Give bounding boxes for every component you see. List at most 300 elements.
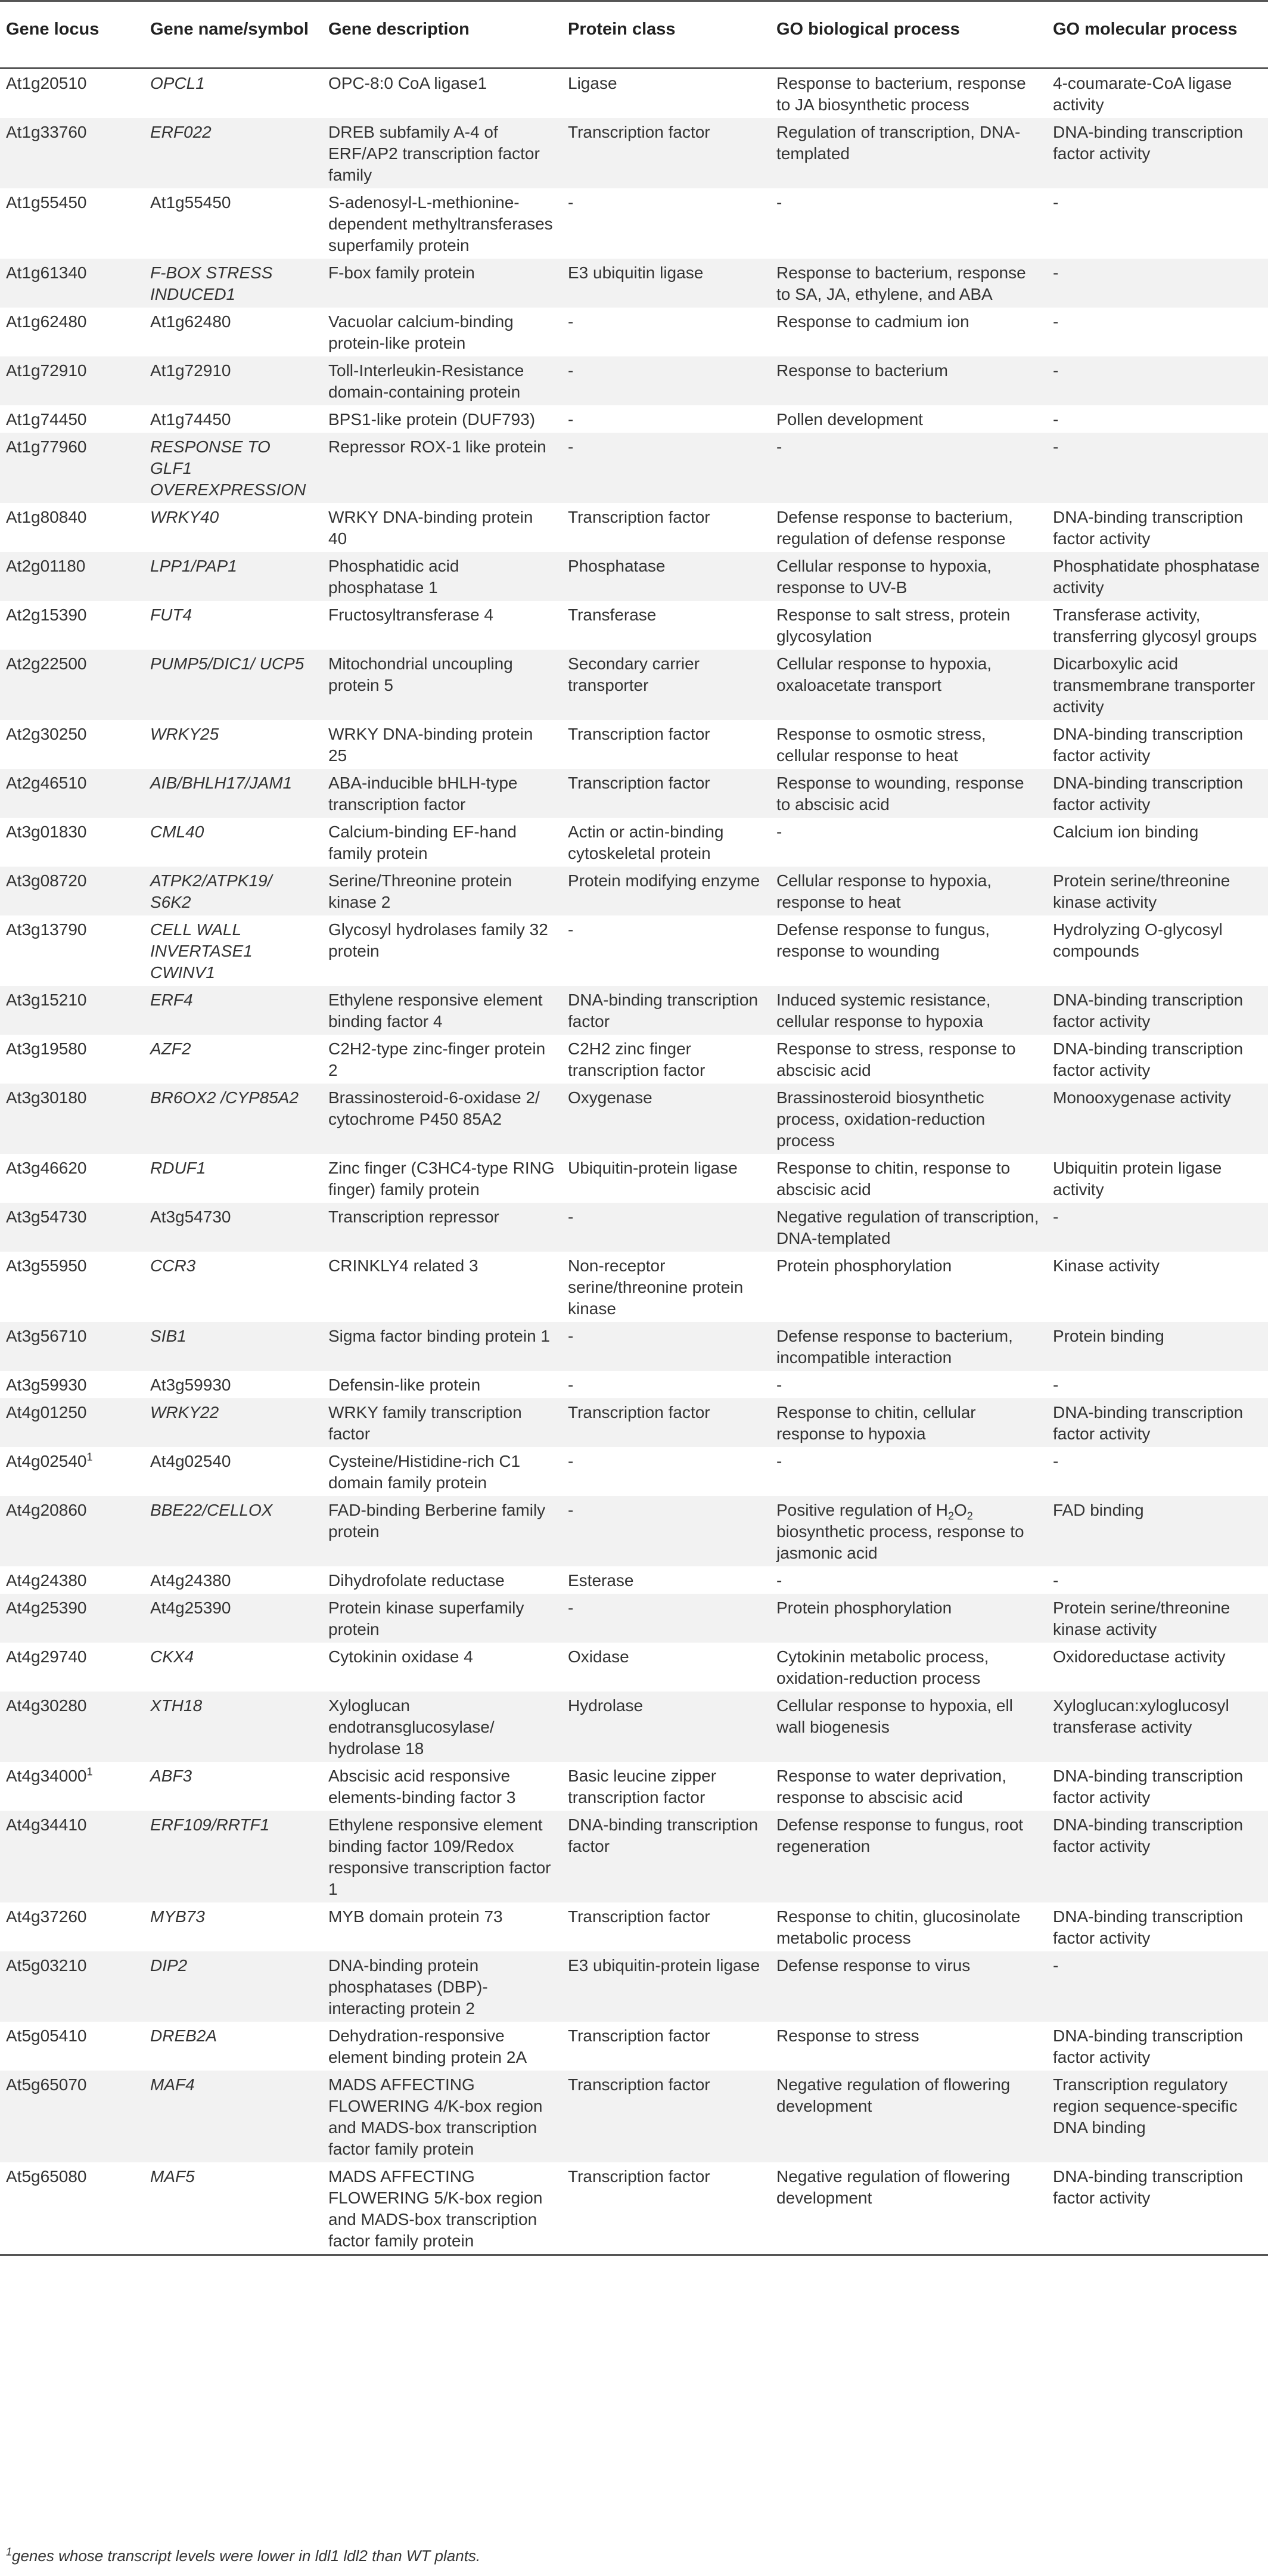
cell-go-biological-process: Response to water deprivation, response to abscisic acid	[770, 1762, 1047, 1811]
cell-gene-symbol: AIB/BHLH17/JAM1	[144, 769, 322, 818]
cell-gene-symbol: At3g59930	[144, 1371, 322, 1398]
header-row	[0, 1, 1268, 69]
cell-go-molecular-process: -	[1047, 433, 1268, 503]
gene-locus-text: At1g74450	[6, 410, 87, 429]
gene-locus-text: At5g65070	[6, 2075, 87, 2094]
cell-gene-description: Phosphatidic acid phosphatase 1	[322, 552, 562, 601]
table-row	[0, 720, 1268, 769]
cell-go-biological-process: Response to chitin, cellular response to hypoxia	[770, 1398, 1047, 1447]
gene-locus-text: At4g34000	[6, 1767, 87, 1785]
cell-gene-locus	[0, 1951, 144, 2022]
gene-locus-text: At3g13790	[6, 920, 87, 939]
gene-locus-text: At2g01180	[6, 557, 86, 575]
gene-locus-text: At2g30250	[6, 725, 87, 743]
gene-locus-text: At2g46510	[6, 774, 87, 792]
header-gene-symbol: Gene name/symbol	[144, 1, 322, 69]
cell-go-biological-process: -	[770, 1447, 1047, 1496]
table-row	[0, 1084, 1268, 1154]
cell-protein-class: Transcription factor	[562, 1398, 770, 1447]
table-row	[0, 433, 1268, 503]
cell-gene-symbol: At4g25390	[144, 1594, 322, 1643]
cell-go-molecular-process: Protein binding	[1047, 1322, 1268, 1371]
cell-protein-class: Phosphatase	[562, 552, 770, 601]
cell-go-molecular-process: DNA-binding transcription factor activity	[1047, 1035, 1268, 1084]
cell-go-biological-process: Response to stress	[770, 2022, 1047, 2071]
cell-gene-symbol: PUMP5/DIC1/ UCP5	[144, 650, 322, 720]
cell-go-biological-process: Response to bacterium, response to JA biosynthetic process	[770, 69, 1047, 119]
table-row	[0, 818, 1268, 867]
cell-gene-locus	[0, 1035, 144, 1084]
cell-protein-class: Transcription factor	[562, 2022, 770, 2071]
table-row	[0, 308, 1268, 356]
cell-gene-locus	[0, 1594, 144, 1643]
cell-gene-locus	[0, 188, 144, 259]
cell-gene-locus	[0, 601, 144, 650]
gene-locus-text: At3g56710	[6, 1327, 87, 1345]
cell-protein-class: -	[562, 1371, 770, 1398]
cell-protein-class: Transcription factor	[562, 2162, 770, 2255]
cell-gene-description: OPC-8:0 CoA ligase1	[322, 69, 562, 119]
cell-protein-class: Oxygenase	[562, 1084, 770, 1154]
cell-gene-symbol: XTH18	[144, 1692, 322, 1762]
cell-go-molecular-process: DNA-binding transcription factor activity	[1047, 986, 1268, 1035]
cell-gene-description: Ethylene responsive element binding factor 4	[322, 986, 562, 1035]
cell-protein-class: DNA-binding transcription factor	[562, 1811, 770, 1902]
cell-gene-description: F-box family protein	[322, 259, 562, 308]
cell-gene-symbol: OPCL1	[144, 69, 322, 119]
cell-gene-locus	[0, 1496, 144, 1566]
cell-gene-description: Calcium-binding EF-hand family protein	[322, 818, 562, 867]
gene-locus-text: At5g03210	[6, 1956, 87, 1975]
cell-gene-symbol: SIB1	[144, 1322, 322, 1371]
table-row	[0, 405, 1268, 433]
cell-protein-class: Hydrolase	[562, 1692, 770, 1762]
cell-go-biological-process: Protein phosphorylation	[770, 1252, 1047, 1322]
cell-go-biological-process: Negative regulation of transcription, DNA-templated	[770, 1203, 1047, 1252]
cell-go-biological-process: Response to salt stress, protein glycosylation	[770, 601, 1047, 650]
cell-go-molecular-process: Monooxygenase activity	[1047, 1084, 1268, 1154]
cell-gene-locus	[0, 1811, 144, 1902]
bp-text-part: O	[953, 1501, 967, 1519]
table-row	[0, 503, 1268, 552]
cell-gene-description: DREB subfamily A-4 of ERF/AP2 transcription factor family	[322, 118, 562, 188]
cell-gene-description: Toll-Interleukin-Resistance domain-containing protein	[322, 356, 562, 405]
cell-go-biological-process: Response to osmotic stress, cellular response to heat	[770, 720, 1047, 769]
table-row	[0, 2022, 1268, 2071]
cell-gene-locus	[0, 1322, 144, 1371]
cell-go-molecular-process: DNA-binding transcription factor activity	[1047, 1811, 1268, 1902]
cell-gene-symbol: CELL WALL INVERTASE1 CWINV1	[144, 915, 322, 986]
table-row	[0, 259, 1268, 308]
cell-go-molecular-process: DNA-binding transcription factor activity	[1047, 1762, 1268, 1811]
cell-go-biological-process: Response to stress, response to abscisic acid	[770, 1035, 1047, 1084]
table-row	[0, 118, 1268, 188]
cell-protein-class: E3 ubiquitin ligase	[562, 259, 770, 308]
cell-protein-class: Ubiquitin-protein ligase	[562, 1154, 770, 1203]
cell-gene-description: C2H2-type zinc-finger protein 2	[322, 1035, 562, 1084]
cell-gene-locus	[0, 2071, 144, 2162]
cell-go-molecular-process: DNA-binding transcription factor activity	[1047, 720, 1268, 769]
cell-gene-description: S-adenosyl-L-methionine-dependent methyltransferases superfamily protein	[322, 188, 562, 259]
table-row	[0, 2162, 1268, 2255]
cell-gene-locus	[0, 2162, 144, 2255]
cell-gene-symbol: DIP2	[144, 1951, 322, 2022]
table-row	[0, 1951, 1268, 2022]
cell-gene-description: BPS1-like protein (DUF793)	[322, 405, 562, 433]
cell-protein-class: -	[562, 915, 770, 986]
cell-protein-class: Transferase	[562, 601, 770, 650]
cell-go-biological-process: -	[770, 1371, 1047, 1398]
gene-locus-text: At4g29740	[6, 1647, 87, 1666]
footnote-ref: 1	[86, 1765, 93, 1778]
cell-gene-symbol: WRKY25	[144, 720, 322, 769]
cell-protein-class: Transcription factor	[562, 1902, 770, 1951]
cell-protein-class: C2H2 zinc finger transcription factor	[562, 1035, 770, 1084]
cell-gene-symbol: MAF5	[144, 2162, 322, 2255]
cell-go-biological-process: -	[770, 433, 1047, 503]
header-go-molecular-process: GO molecular process	[1047, 1, 1268, 69]
cell-gene-symbol: ERF022	[144, 118, 322, 188]
cell-gene-symbol: At3g54730	[144, 1203, 322, 1252]
cell-go-biological-process: Response to bacterium, response to SA, JA, ethylene, and ABA	[770, 259, 1047, 308]
gene-locus-text: At3g08720	[6, 871, 87, 890]
cell-go-molecular-process: Transferase activity, transferring glycosyl groups	[1047, 601, 1268, 650]
cell-gene-description: Protein kinase superfamily protein	[322, 1594, 562, 1643]
cell-gene-locus	[0, 1643, 144, 1692]
cell-go-biological-process: Cellular response to hypoxia, oxaloacetate transport	[770, 650, 1047, 720]
gene-locus-text: At5g05410	[6, 2026, 87, 2045]
cell-gene-description: DNA-binding protein phosphatases (DBP)-interacting protein 2	[322, 1951, 562, 2022]
cell-go-molecular-process: DNA-binding transcription factor activity	[1047, 503, 1268, 552]
cell-gene-symbol: FUT4	[144, 601, 322, 650]
header-gene-description: Gene description	[322, 1, 562, 69]
cell-go-biological-process: Cytokinin metabolic process, oxidation-reduction process	[770, 1643, 1047, 1692]
cell-gene-locus	[0, 2022, 144, 2071]
cell-gene-symbol: WRKY22	[144, 1398, 322, 1447]
table-row	[0, 1398, 1268, 1447]
cell-go-biological-process: Response to cadmium ion	[770, 308, 1047, 356]
cell-gene-description: WRKY DNA-binding protein 40	[322, 503, 562, 552]
table-row	[0, 867, 1268, 915]
cell-go-molecular-process: -	[1047, 1566, 1268, 1594]
gene-locus-text: At4g34410	[6, 1815, 87, 1834]
cell-go-biological-process: Response to chitin, response to abscisic acid	[770, 1154, 1047, 1203]
table-row	[0, 915, 1268, 986]
gene-locus-text: At4g25390	[6, 1599, 87, 1617]
cell-gene-locus	[0, 1084, 144, 1154]
cell-gene-description: MADS AFFECTING FLOWERING 4/K-box region and MADS-box transcription factor family protein	[322, 2071, 562, 2162]
table-header	[0, 1, 1268, 69]
cell-go-molecular-process: -	[1047, 1951, 1268, 2022]
cell-go-biological-process: Cellular response to hypoxia, ell wall biogenesis	[770, 1692, 1047, 1762]
cell-go-biological-process: Response to wounding, response to abscisic acid	[770, 769, 1047, 818]
gene-locus-text: At2g22500	[6, 654, 87, 673]
table-row	[0, 1762, 1268, 1811]
gene-locus-text: At3g54730	[6, 1208, 87, 1226]
cell-gene-locus	[0, 503, 144, 552]
gene-locus-text: At4g24380	[6, 1571, 87, 1590]
cell-protein-class: -	[562, 1447, 770, 1496]
gene-locus-text: At1g80840	[6, 508, 87, 526]
gene-locus-text: At4g37260	[6, 1907, 87, 1926]
table-row	[0, 1692, 1268, 1762]
cell-go-biological-process: Protein phosphorylation	[770, 1594, 1047, 1643]
cell-go-molecular-process: Hydrolyzing O-glycosyl compounds	[1047, 915, 1268, 986]
cell-protein-class: Transcription factor	[562, 2071, 770, 2162]
table-row	[0, 1154, 1268, 1203]
cell-go-biological-process: Defense response to fungus, response to wounding	[770, 915, 1047, 986]
table-row	[0, 1811, 1268, 1902]
cell-gene-description: MADS AFFECTING FLOWERING 5/K-box region and MADS-box transcription factor family protein	[322, 2162, 562, 2255]
cell-gene-locus	[0, 69, 144, 119]
cell-protein-class: -	[562, 1203, 770, 1252]
cell-gene-description: Xyloglucan endotransglucosylase/ hydrolase 18	[322, 1692, 562, 1762]
cell-go-molecular-process: -	[1047, 259, 1268, 308]
cell-gene-locus	[0, 1447, 144, 1496]
cell-protein-class: Oxidase	[562, 1643, 770, 1692]
cell-gene-locus	[0, 818, 144, 867]
cell-go-molecular-process: DNA-binding transcription factor activity	[1047, 769, 1268, 818]
table-footnote	[6, 2546, 480, 2565]
cell-gene-locus	[0, 259, 144, 308]
cell-gene-description: MYB domain protein 73	[322, 1902, 562, 1951]
cell-gene-symbol: WRKY40	[144, 503, 322, 552]
footnote-marker: 1	[6, 2546, 13, 2558]
cell-gene-symbol: CKX4	[144, 1643, 322, 1692]
cell-gene-description: Defensin-like protein	[322, 1371, 562, 1398]
cell-gene-symbol: DREB2A	[144, 2022, 322, 2071]
cell-gene-symbol: At1g74450	[144, 405, 322, 433]
cell-gene-symbol: At4g02540	[144, 1447, 322, 1496]
cell-go-molecular-process: Protein serine/threonine kinase activity	[1047, 867, 1268, 915]
cell-gene-locus	[0, 1692, 144, 1762]
cell-go-biological-process: Defense response to bacterium, regulation of defense response	[770, 503, 1047, 552]
cell-gene-symbol: ERF4	[144, 986, 322, 1035]
cell-go-molecular-process: Phosphatidate phosphatase activity	[1047, 552, 1268, 601]
table-row	[0, 1035, 1268, 1084]
cell-gene-description: WRKY DNA-binding protein 25	[322, 720, 562, 769]
table-row	[0, 1203, 1268, 1252]
gene-locus-text: At3g01830	[6, 823, 87, 841]
table-row	[0, 1902, 1268, 1951]
cell-protein-class: Transcription factor	[562, 118, 770, 188]
cell-go-biological-process: Pollen development	[770, 405, 1047, 433]
cell-go-molecular-process: Protein serine/threonine kinase activity	[1047, 1594, 1268, 1643]
cell-gene-symbol: At1g62480	[144, 308, 322, 356]
table-row	[0, 1496, 1268, 1566]
cell-gene-locus	[0, 356, 144, 405]
cell-go-molecular-process: DNA-binding transcription factor activity	[1047, 118, 1268, 188]
cell-go-molecular-process: 4-coumarate-CoA ligase activity	[1047, 69, 1268, 119]
gene-locus-text: At1g62480	[6, 312, 87, 331]
cell-gene-description: Serine/Threonine protein kinase 2	[322, 867, 562, 915]
table-row	[0, 2071, 1268, 2162]
cell-gene-description: Sigma factor binding protein 1	[322, 1322, 562, 1371]
table-row	[0, 1643, 1268, 1692]
cell-gene-symbol: ERF109/RRTF1	[144, 1811, 322, 1902]
cell-gene-description: Repressor ROX-1 like protein	[322, 433, 562, 503]
bp-text-part: 2	[947, 1510, 954, 1522]
cell-gene-symbol: At1g55450	[144, 188, 322, 259]
gene-locus-text: At4g01250	[6, 1403, 87, 1422]
cell-gene-locus	[0, 405, 144, 433]
cell-gene-symbol: MAF4	[144, 2071, 322, 2162]
gene-locus-text: At1g61340	[6, 263, 87, 282]
bp-text-part: 2	[966, 1510, 973, 1522]
cell-gene-symbol: RESPONSE TO GLF1 OVEREXPRESSION	[144, 433, 322, 503]
cell-gene-symbol: ABF3	[144, 1762, 322, 1811]
cell-go-biological-process: Cellular response to hypoxia, response to UV-B	[770, 552, 1047, 601]
cell-gene-description: Zinc finger (C3HC4-type RING finger) family protein	[322, 1154, 562, 1203]
table-row	[0, 1371, 1268, 1398]
cell-protein-class: Esterase	[562, 1566, 770, 1594]
cell-protein-class: Protein modifying enzyme	[562, 867, 770, 915]
footnote-ref: 1	[86, 1451, 93, 1463]
cell-go-molecular-process: Oxidoreductase activity	[1047, 1643, 1268, 1692]
cell-gene-locus	[0, 118, 144, 188]
cell-gene-locus	[0, 1203, 144, 1252]
cell-gene-description: Transcription repressor	[322, 1203, 562, 1252]
cell-protein-class: Transcription factor	[562, 769, 770, 818]
cell-protein-class: -	[562, 1322, 770, 1371]
cell-gene-locus	[0, 433, 144, 503]
cell-protein-class: -	[562, 308, 770, 356]
gene-locus-text: At4g30280	[6, 1696, 87, 1715]
cell-go-biological-process: Defense response to bacterium, incompatible interaction	[770, 1322, 1047, 1371]
header-go-biological-process: GO biological process	[770, 1, 1047, 69]
cell-gene-symbol: AZF2	[144, 1035, 322, 1084]
cell-go-molecular-process: DNA-binding transcription factor activity	[1047, 1902, 1268, 1951]
cell-go-molecular-process: Kinase activity	[1047, 1252, 1268, 1322]
cell-go-biological-process: -	[770, 1566, 1047, 1594]
cell-protein-class: -	[562, 1594, 770, 1643]
cell-go-molecular-process: Transcription regulatory region sequence-specific DNA binding	[1047, 2071, 1268, 2162]
cell-gene-symbol: RDUF1	[144, 1154, 322, 1203]
cell-go-biological-process: Defense response to virus	[770, 1951, 1047, 2022]
cell-gene-symbol: BR6OX2 /CYP85A2	[144, 1084, 322, 1154]
cell-gene-description: Mitochondrial uncoupling protein 5	[322, 650, 562, 720]
gene-locus-text: At3g15210	[6, 991, 87, 1009]
table-row	[0, 1252, 1268, 1322]
table-row	[0, 1566, 1268, 1594]
cell-gene-locus	[0, 720, 144, 769]
cell-gene-symbol: BBE22/CELLOX	[144, 1496, 322, 1566]
cell-protein-class: -	[562, 1496, 770, 1566]
cell-gene-description: Abscisic acid responsive elements-binding factor 3	[322, 1762, 562, 1811]
cell-gene-locus	[0, 915, 144, 986]
table-row	[0, 1322, 1268, 1371]
cell-gene-locus	[0, 867, 144, 915]
cell-gene-locus	[0, 1154, 144, 1203]
cell-go-biological-process: Response to bacterium	[770, 356, 1047, 405]
cell-protein-class: DNA-binding transcription factor	[562, 986, 770, 1035]
cell-gene-description: WRKY family transcription factor	[322, 1398, 562, 1447]
cell-gene-locus	[0, 308, 144, 356]
cell-protein-class: Transcription factor	[562, 503, 770, 552]
gene-locus-text: At3g30180	[6, 1088, 87, 1107]
cell-go-molecular-process: -	[1047, 1203, 1268, 1252]
cell-go-molecular-process: -	[1047, 1371, 1268, 1398]
cell-gene-symbol: CML40	[144, 818, 322, 867]
cell-gene-locus	[0, 986, 144, 1035]
cell-gene-description: Fructosyltransferase 4	[322, 601, 562, 650]
cell-go-biological-process: Induced systemic resistance, cellular response to hypoxia	[770, 986, 1047, 1035]
cell-protein-class: Non-receptor serine/threonine protein kinase	[562, 1252, 770, 1322]
cell-gene-description: Cytokinin oxidase 4	[322, 1643, 562, 1692]
cell-protein-class: -	[562, 188, 770, 259]
cell-gene-symbol: LPP1/PAP1	[144, 552, 322, 601]
cell-go-biological-process: Defense response to fungus, root regeneration	[770, 1811, 1047, 1902]
gene-locus-text: At1g72910	[6, 361, 87, 380]
gene-locus-text: At1g20510	[6, 74, 87, 92]
cell-go-biological-process: -	[770, 188, 1047, 259]
gene-locus-text: At3g59930	[6, 1376, 87, 1394]
cell-go-molecular-process: -	[1047, 405, 1268, 433]
table-row	[0, 601, 1268, 650]
cell-gene-locus	[0, 1902, 144, 1951]
cell-protein-class: -	[562, 433, 770, 503]
table-row	[0, 769, 1268, 818]
table-row	[0, 1447, 1268, 1496]
cell-gene-locus	[0, 552, 144, 601]
cell-protein-class: Actin or actin-binding cytoskeletal protein	[562, 818, 770, 867]
cell-go-biological-process: Negative regulation of flowering development	[770, 2162, 1047, 2255]
cell-go-molecular-process: Calcium ion binding	[1047, 818, 1268, 867]
cell-protein-class: Basic leucine zipper transcription factor	[562, 1762, 770, 1811]
cell-gene-description: Dihydrofolate reductase	[322, 1566, 562, 1594]
cell-go-molecular-process: DNA-binding transcription factor activity	[1047, 1398, 1268, 1447]
cell-gene-description: ABA-inducible bHLH-type transcription factor	[322, 769, 562, 818]
cell-go-biological-process: Cellular response to hypoxia, response to heat	[770, 867, 1047, 915]
gene-locus-text: At5g65080	[6, 2167, 87, 2186]
cell-gene-locus	[0, 1762, 144, 1811]
bp-text-part: biosynthetic process, response to jasmonic acid	[776, 1522, 1024, 1562]
cell-gene-symbol: CCR3	[144, 1252, 322, 1322]
cell-protein-class: -	[562, 356, 770, 405]
gene-locus-text: At3g55950	[6, 1256, 87, 1275]
gene-locus-text: At3g19580	[6, 1039, 87, 1058]
cell-go-molecular-process: FAD binding	[1047, 1496, 1268, 1566]
cell-gene-symbol: ATPK2/ATPK19/ S6K2	[144, 867, 322, 915]
cell-go-molecular-process: DNA-binding transcription factor activity	[1047, 2162, 1268, 2255]
gene-locus-text: At3g46620	[6, 1159, 87, 1177]
cell-gene-symbol: At1g72910	[144, 356, 322, 405]
gene-locus-text: At1g55450	[6, 193, 87, 212]
table-row	[0, 69, 1268, 119]
cell-go-biological-process	[770, 1496, 1047, 1566]
cell-protein-class: Ligase	[562, 69, 770, 119]
cell-gene-description: Ethylene responsive element binding factor 109/Redox responsive transcription factor 1	[322, 1811, 562, 1902]
header-gene-locus: Gene locus	[0, 1, 144, 69]
cell-go-molecular-process: -	[1047, 356, 1268, 405]
cell-go-molecular-process: Xyloglucan:xyloglucosyl transferase activity	[1047, 1692, 1268, 1762]
cell-protein-class: Secondary carrier transporter	[562, 650, 770, 720]
cell-go-biological-process: -	[770, 818, 1047, 867]
cell-gene-description: Glycosyl hydrolases family 32 protein	[322, 915, 562, 986]
cell-go-biological-process: Brassinosteroid biosynthetic process, oxidation-reduction process	[770, 1084, 1047, 1154]
cell-protein-class: -	[562, 405, 770, 433]
bp-text-part: Positive regulation of H	[776, 1501, 948, 1519]
cell-gene-locus	[0, 650, 144, 720]
gene-locus-text: At1g77960	[6, 437, 87, 456]
table-body	[0, 69, 1268, 2255]
cell-gene-description: CRINKLY4 related 3	[322, 1252, 562, 1322]
gene-locus-text: At1g33760	[6, 123, 87, 141]
cell-go-molecular-process: DNA-binding transcription factor activity	[1047, 2022, 1268, 2071]
cell-go-molecular-process: -	[1047, 188, 1268, 259]
cell-go-molecular-process: Dicarboxylic acid transmembrane transporter activity	[1047, 650, 1268, 720]
cell-go-biological-process: Response to chitin, glucosinolate metabolic process	[770, 1902, 1047, 1951]
